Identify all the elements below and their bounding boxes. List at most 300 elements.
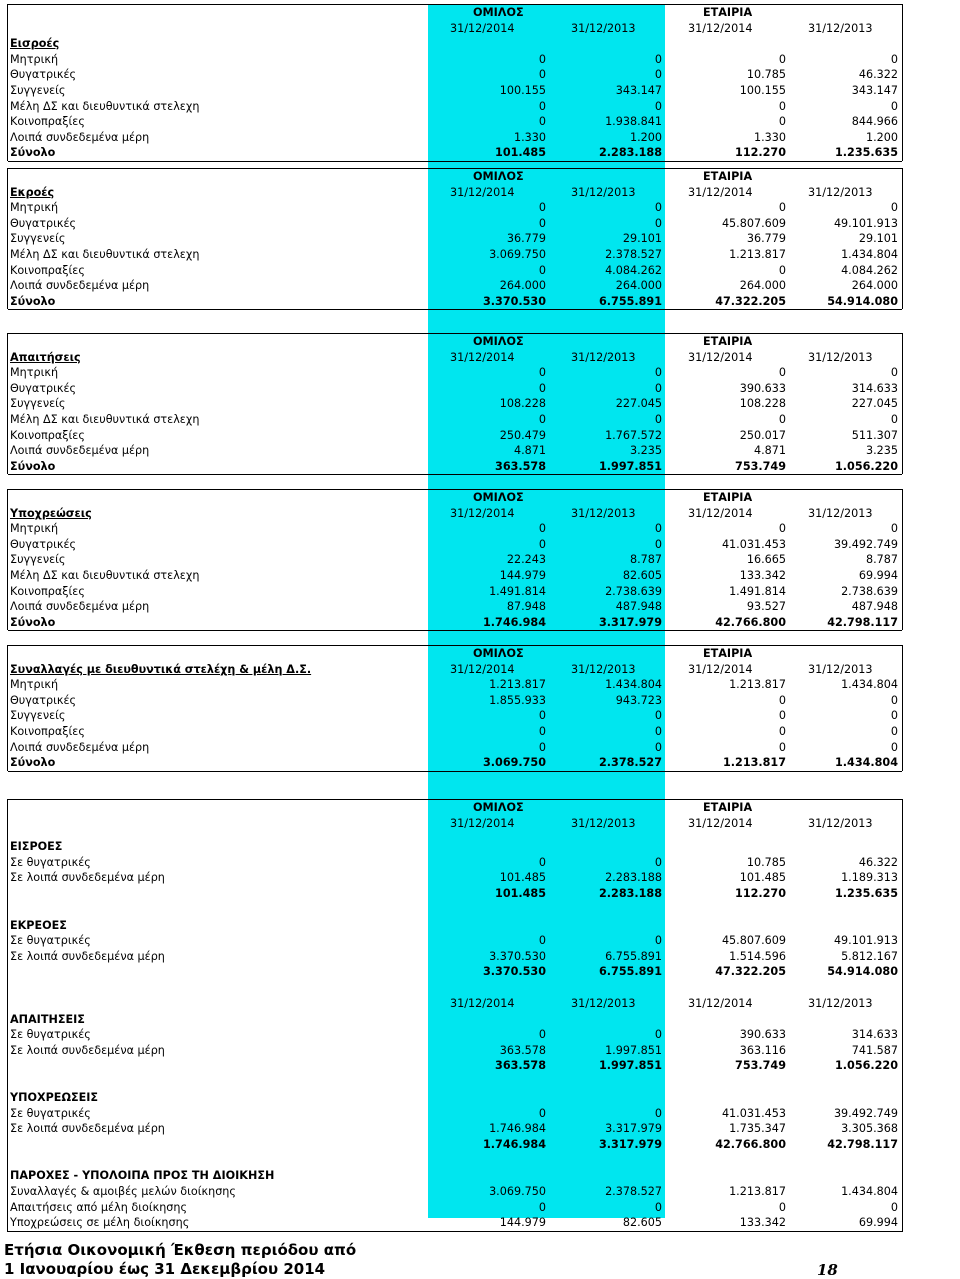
row-label: Σε λοιπά συνδεδεμένα μέρη xyxy=(10,1043,165,1057)
cell-value: 0 xyxy=(538,263,546,277)
cell-value: 1.213.817 xyxy=(489,678,546,692)
row-label: Υποχρεώσεις σε μέλη διοίκησης xyxy=(10,1216,190,1230)
cell-value: 0 xyxy=(538,934,546,948)
cell-value: 2.738.639 xyxy=(605,584,662,598)
cell-value: 0 xyxy=(654,366,662,380)
cell-value: 0 xyxy=(654,855,662,869)
cell-value: 0 xyxy=(538,709,546,723)
cell-value: 3.069.750 xyxy=(483,756,546,770)
row-label: Σε θυγατρικές xyxy=(10,1028,91,1042)
cell-value: 0 xyxy=(538,740,546,754)
cell-value: 4.871 xyxy=(753,444,786,458)
cell-value: 0 xyxy=(654,725,662,738)
table-row xyxy=(8,693,902,709)
table-row xyxy=(8,1027,902,1043)
cell-value: 1.213.817 xyxy=(723,756,786,770)
table-row xyxy=(8,1043,902,1059)
cell-value: 0 xyxy=(654,1028,662,1042)
cell-value: 0 xyxy=(890,709,898,723)
cell-value: 1.767.572 xyxy=(605,428,662,442)
company-label: ΕΤΑΙΡΙΑ xyxy=(703,647,753,660)
cell-value: 363.578 xyxy=(495,459,546,473)
cell-value: 100.155 xyxy=(739,84,786,97)
cell-value: 0 xyxy=(538,216,546,230)
row-label: Κοινοπραξίες xyxy=(10,428,85,442)
cell-value: 1.434.804 xyxy=(841,678,898,692)
cell-value: 753.749 xyxy=(735,1059,786,1073)
date-label: 31/12/2013 xyxy=(808,350,873,364)
cell-value: 3.370.530 xyxy=(483,294,546,308)
section-2 xyxy=(7,168,903,309)
cell-value: 0 xyxy=(778,740,786,754)
cell-value: 2.283.188 xyxy=(599,146,662,160)
table-row xyxy=(8,67,902,83)
table-row xyxy=(8,724,902,740)
cell-value: 0 xyxy=(654,1200,662,1214)
cell-value: 0 xyxy=(538,115,546,129)
row-label: Απαιτήσεις από μέλη διοίκησης xyxy=(10,1200,188,1214)
row-label: Λοιπά συνδεδεμένα μέρη xyxy=(10,444,150,458)
cell-value: 49.101.913 xyxy=(833,934,898,948)
cell-value: 1.855.933 xyxy=(489,693,546,707)
row-label: ΕΙΣΡΟΕΣ xyxy=(10,840,63,854)
cell-value: 101.485 xyxy=(739,871,786,885)
cell-value: 0 xyxy=(538,1200,546,1214)
cell-value: 3.235 xyxy=(865,444,898,458)
table-row xyxy=(8,933,902,949)
cell-value: 1.235.635 xyxy=(835,146,898,160)
cell-value: 363.578 xyxy=(499,1043,546,1057)
date-label: 31/12/2013 xyxy=(808,185,873,199)
table-row xyxy=(8,428,902,444)
cell-value: 133.342 xyxy=(739,1216,786,1230)
cell-value: 42.798.117 xyxy=(827,615,898,629)
cell-value: 1.189.313 xyxy=(841,871,898,885)
cell-value: 1.746.984 xyxy=(483,1137,546,1151)
cell-value: 133.342 xyxy=(739,569,786,582)
cell-value: 3.069.750 xyxy=(489,248,546,261)
table-row xyxy=(8,584,902,600)
date-label: 31/12/2014 xyxy=(688,350,753,364)
cell-value: 390.633 xyxy=(739,1028,786,1042)
cell-value: 1.434.804 xyxy=(835,756,898,770)
group-label: ΟΜΙΛΟΣ xyxy=(473,170,524,183)
table-row xyxy=(8,200,902,216)
cell-value: 363.578 xyxy=(495,1059,546,1073)
date-label: 31/12/2013 xyxy=(571,21,636,35)
cell-value: 1.330 xyxy=(513,130,546,144)
date-label: 31/12/2013 xyxy=(808,21,873,35)
cell-value: 10.785 xyxy=(746,68,786,82)
cell-value: 0 xyxy=(654,934,662,948)
date-label: 31/12/2014 xyxy=(688,21,753,35)
cell-value: 93.527 xyxy=(746,600,786,614)
cell-value: 1.938.841 xyxy=(605,115,662,129)
row-label: Σύνολο xyxy=(10,615,56,629)
date-header-row xyxy=(8,816,902,832)
cell-value: 1.997.851 xyxy=(599,1059,662,1073)
cell-value: 10.785 xyxy=(746,855,786,869)
cell-value: 487.948 xyxy=(615,600,662,614)
cell-value: 108.228 xyxy=(499,397,546,411)
cell-value: 1.235.635 xyxy=(835,887,898,900)
cell-value: 4.084.262 xyxy=(605,263,662,277)
date-label: 31/12/2014 xyxy=(688,997,753,1010)
date-label: 31/12/2013 xyxy=(571,185,636,199)
table-row xyxy=(8,949,902,965)
cell-value: 1.746.984 xyxy=(489,1122,546,1136)
date-header-row xyxy=(8,662,902,678)
date-label: 31/12/2013 xyxy=(571,350,636,364)
table-row xyxy=(8,381,902,397)
company-label: ΕΤΑΙΡΙΑ xyxy=(703,801,753,814)
summary-section xyxy=(7,799,903,1232)
cell-value: 753.749 xyxy=(735,459,786,473)
date-label: 31/12/2014 xyxy=(688,662,753,676)
cell-value: 101.485 xyxy=(495,887,546,900)
cell-value: 0 xyxy=(654,709,662,723)
group-header-row xyxy=(8,334,902,350)
cell-value: 0 xyxy=(778,709,786,723)
cell-value: 0 xyxy=(654,52,662,66)
cell-value: 250.479 xyxy=(499,428,546,442)
cell-value: 0 xyxy=(538,99,546,113)
cell-value: 0 xyxy=(778,413,786,426)
row-label: Σε λοιπά συνδεδεμένα μέρη xyxy=(10,949,165,963)
group-header-row xyxy=(8,646,902,662)
cell-value: 82.605 xyxy=(622,1216,662,1230)
table-row xyxy=(8,1121,902,1137)
cell-value: 1.213.817 xyxy=(729,678,786,692)
table-row xyxy=(8,886,902,902)
table-row xyxy=(8,740,902,756)
cell-value: 0 xyxy=(538,522,546,536)
cell-value: 3.370.530 xyxy=(489,949,546,963)
section-title: Απαιτήσεις xyxy=(10,350,81,364)
row-label: Μέλη ΔΣ και διευθυντικά στελεχη xyxy=(10,248,200,261)
row-label: Σύνολο xyxy=(10,756,56,770)
table-row xyxy=(8,918,902,934)
cell-value: 1.735.347 xyxy=(729,1122,786,1136)
cell-value: 16.665 xyxy=(746,553,786,567)
group-header-row xyxy=(8,800,902,816)
table-row xyxy=(8,1200,902,1216)
cell-value: 0 xyxy=(890,366,898,380)
row-label: Μητρική xyxy=(10,678,59,692)
cell-value: 0 xyxy=(778,522,786,536)
date-header-row xyxy=(8,185,902,201)
cell-value: 69.994 xyxy=(858,569,898,582)
cell-value: 2.283.188 xyxy=(599,887,662,900)
cell-value: 46.322 xyxy=(858,855,898,869)
table-row xyxy=(8,615,902,632)
row-label: Συγγενείς xyxy=(10,397,66,411)
cell-value: 47.322.205 xyxy=(715,294,786,308)
date-label: 31/12/2014 xyxy=(688,185,753,199)
row-label: Σε λοιπά συνδεδεμένα μέρη xyxy=(10,871,165,885)
cell-value: 82.605 xyxy=(622,569,662,582)
date-header-row xyxy=(8,506,902,522)
table-row xyxy=(8,443,902,459)
date-label: 31/12/2014 xyxy=(450,816,515,830)
cell-value: 0 xyxy=(538,1106,546,1120)
cell-value: 36.779 xyxy=(506,232,546,246)
cell-value: 264.000 xyxy=(499,279,546,293)
cell-value: 0 xyxy=(538,201,546,215)
cell-value: 42.766.800 xyxy=(715,1137,786,1151)
row-label: Θυγατρικές xyxy=(10,537,77,551)
cell-value: 8.787 xyxy=(629,553,662,567)
table-row xyxy=(8,552,902,568)
cell-value: 0 xyxy=(778,52,786,66)
cell-value: 1.330 xyxy=(753,130,786,144)
cell-value: 363.116 xyxy=(739,1043,786,1057)
table-row xyxy=(8,263,902,279)
cell-value: 8.787 xyxy=(865,553,898,567)
cell-value: 844.966 xyxy=(851,115,898,129)
group-label: ΟΜΙΛΟΣ xyxy=(473,491,524,504)
cell-value: 1.491.814 xyxy=(489,584,546,598)
cell-value: 0 xyxy=(890,740,898,754)
cell-value: 1.056.220 xyxy=(835,1059,898,1073)
cell-value: 0 xyxy=(778,725,786,738)
row-label: Λοιπά συνδεδεμένα μέρη xyxy=(10,279,150,293)
date-label: 31/12/2014 xyxy=(450,185,515,199)
table-row xyxy=(8,599,902,615)
cell-value: 29.101 xyxy=(858,232,898,246)
cell-value: 2.378.527 xyxy=(599,756,662,770)
row-label: Σε θυγατρικές xyxy=(10,1106,91,1120)
cell-value: 144.979 xyxy=(499,1216,546,1230)
row-label: ΕΚΡΕΟΕΣ xyxy=(10,918,67,932)
table-row xyxy=(8,231,902,247)
cell-value: 4.084.262 xyxy=(841,263,898,277)
row-label: Σύνολο xyxy=(10,459,56,473)
date-label: 31/12/2013 xyxy=(808,506,873,520)
cell-value: 264.000 xyxy=(615,279,662,293)
cell-value: 0 xyxy=(890,522,898,536)
cell-value: 108.228 xyxy=(739,397,786,411)
table-row xyxy=(8,1090,902,1106)
date-label: 31/12/2014 xyxy=(688,506,753,520)
cell-value: 1.434.804 xyxy=(841,1185,898,1198)
row-label: Συγγενείς xyxy=(10,84,66,97)
row-label: Κοινοπραξίες xyxy=(10,725,85,738)
table-row xyxy=(8,870,902,886)
cell-value: 314.633 xyxy=(851,1028,898,1042)
table-row xyxy=(8,1106,902,1122)
cell-value: 49.101.913 xyxy=(833,216,898,230)
table-row xyxy=(8,52,902,68)
table-row xyxy=(8,396,902,412)
row-label: Θυγατρικές xyxy=(10,68,77,82)
cell-value: 250.017 xyxy=(739,428,786,442)
cell-value: 39.492.749 xyxy=(833,537,898,551)
section-title: Συναλλαγές με διευθυντικά στελέχη & μέλη Δ.Σ. xyxy=(10,662,312,676)
cell-value: 0 xyxy=(538,366,546,380)
group-label: ΟΜΙΛΟΣ xyxy=(473,6,524,19)
cell-value: 101.485 xyxy=(495,146,546,160)
row-label: Θυγατρικές xyxy=(10,381,77,395)
table-row xyxy=(8,294,902,311)
cell-value: 6.755.891 xyxy=(599,965,662,979)
cell-value: 2.378.527 xyxy=(605,248,662,261)
cell-value: 227.045 xyxy=(615,397,662,411)
date-label: 31/12/2013 xyxy=(571,816,636,830)
table-row xyxy=(8,964,902,980)
company-label: ΕΤΑΙΡΙΑ xyxy=(703,335,753,348)
cell-value: 3.317.979 xyxy=(599,1137,662,1151)
date-label: 31/12/2013 xyxy=(808,997,873,1010)
table-row xyxy=(8,216,902,232)
table-row xyxy=(8,521,902,537)
footer-line-1: Ετήσια Οικονομική Έκθεση περιόδου από xyxy=(4,1241,357,1259)
cell-value: 0 xyxy=(654,522,662,536)
cell-value: 2.738.639 xyxy=(841,584,898,598)
cell-value: 54.914.080 xyxy=(827,294,898,308)
cell-value: 0 xyxy=(538,68,546,82)
cell-value: 0 xyxy=(654,413,662,426)
cell-value: 45.807.609 xyxy=(721,216,786,230)
cell-value: 0 xyxy=(654,740,662,754)
cell-value: 3.069.750 xyxy=(489,1185,546,1198)
group-header-row xyxy=(8,490,902,506)
section-title: Υποχρεώσεις xyxy=(10,506,92,520)
cell-value: 101.485 xyxy=(499,871,546,885)
cell-value: 0 xyxy=(654,99,662,113)
cell-value: 0 xyxy=(654,68,662,82)
table-row xyxy=(8,83,902,99)
cell-value: 0 xyxy=(778,201,786,215)
date-header-row xyxy=(8,996,902,1012)
table-row xyxy=(8,1184,902,1200)
cell-value: 0 xyxy=(778,99,786,113)
date-label: 31/12/2014 xyxy=(450,506,515,520)
table-row xyxy=(8,130,902,146)
company-label: ΕΤΑΙΡΙΑ xyxy=(703,6,753,19)
cell-value: 0 xyxy=(890,1200,898,1214)
cell-value: 3.317.979 xyxy=(599,615,662,629)
cell-value: 1.213.817 xyxy=(729,248,786,261)
row-label: Μητρική xyxy=(10,522,59,536)
cell-value: 42.798.117 xyxy=(827,1137,898,1151)
cell-value: 0 xyxy=(538,855,546,869)
cell-value: 3.370.530 xyxy=(483,965,546,979)
cell-value: 6.755.891 xyxy=(605,949,662,963)
cell-value: 0 xyxy=(778,115,786,129)
cell-value: 264.000 xyxy=(739,279,786,293)
section-1 xyxy=(7,4,903,161)
row-label: Σε θυγατρικές xyxy=(10,855,91,869)
cell-value: 1.997.851 xyxy=(605,1043,662,1057)
cell-value: 0 xyxy=(538,537,546,551)
cell-value: 1.997.851 xyxy=(599,459,662,473)
cell-value: 511.307 xyxy=(851,428,898,442)
row-label: Μέλη ΔΣ και διευθυντικά στελεχη xyxy=(10,99,200,113)
cell-value: 0 xyxy=(538,725,546,738)
cell-value: 69.994 xyxy=(858,1216,898,1230)
table-row xyxy=(8,755,902,772)
table-row xyxy=(8,278,902,294)
cell-value: 0 xyxy=(654,216,662,230)
row-label: Λοιπά συνδεδεμένα μέρη xyxy=(10,130,150,144)
table-row xyxy=(8,1137,902,1153)
row-label: Λοιπά συνδεδεμένα μέρη xyxy=(10,600,150,614)
date-label: 31/12/2014 xyxy=(450,662,515,676)
cell-value: 390.633 xyxy=(739,381,786,395)
cell-value: 0 xyxy=(890,99,898,113)
table-row xyxy=(8,459,902,476)
row-label: Συγγενείς xyxy=(10,232,66,246)
row-label: Συγγενείς xyxy=(10,553,66,567)
cell-value: 87.948 xyxy=(506,600,546,614)
group-label: ΟΜΙΛΟΣ xyxy=(473,801,524,814)
cell-value: 100.155 xyxy=(499,84,546,97)
company-label: ΕΤΑΙΡΙΑ xyxy=(703,170,753,183)
row-label: Συναλλαγές & αμοιβές μελών διοίκησης xyxy=(10,1185,236,1198)
cell-value: 0 xyxy=(778,366,786,380)
date-label: 31/12/2014 xyxy=(450,21,515,35)
cell-value: 22.243 xyxy=(506,553,546,567)
cell-value: 0 xyxy=(778,1200,786,1214)
row-label: Κοινοπραξίες xyxy=(10,263,85,277)
date-label: 31/12/2013 xyxy=(808,662,873,676)
cell-value: 343.147 xyxy=(615,84,662,97)
cell-value: 0 xyxy=(654,201,662,215)
section-title: Εκροές xyxy=(10,185,55,199)
cell-value: 0 xyxy=(778,263,786,277)
row-label: Θυγατρικές xyxy=(10,693,77,707)
cell-value: 0 xyxy=(538,1028,546,1042)
table-row xyxy=(8,677,902,693)
table-row xyxy=(8,1215,902,1231)
cell-value: 227.045 xyxy=(851,397,898,411)
section-4 xyxy=(7,489,903,630)
group-header-row xyxy=(8,169,902,185)
cell-value: 0 xyxy=(890,413,898,426)
row-label: Κοινοπραξίες xyxy=(10,584,85,598)
cell-value: 487.948 xyxy=(851,600,898,614)
cell-value: 1.514.596 xyxy=(729,949,786,963)
cell-value: 0 xyxy=(890,725,898,738)
row-label: Μέλη ΔΣ και διευθυντικά στελεχη xyxy=(10,569,200,582)
table-row xyxy=(8,1168,902,1184)
group-header-row xyxy=(8,5,902,21)
cell-value: 144.979 xyxy=(499,569,546,582)
table-row xyxy=(8,1058,902,1074)
row-label: Λοιπά συνδεδεμένα μέρη xyxy=(10,740,150,754)
cell-value: 1.200 xyxy=(865,130,898,144)
cell-value: 2.378.527 xyxy=(605,1185,662,1198)
cell-value: 343.147 xyxy=(851,84,898,97)
cell-value: 1.056.220 xyxy=(835,459,898,473)
cell-value: 0 xyxy=(538,381,546,395)
cell-value: 54.914.080 xyxy=(827,965,898,979)
company-label: ΕΤΑΙΡΙΑ xyxy=(703,491,753,504)
cell-value: 46.322 xyxy=(858,68,898,82)
row-label: Συγγενείς xyxy=(10,709,66,723)
date-label: 31/12/2013 xyxy=(571,662,636,676)
cell-value: 1.200 xyxy=(629,130,662,144)
cell-value: 3.235 xyxy=(629,444,662,458)
date-label: 31/12/2014 xyxy=(450,350,515,364)
cell-value: 41.031.453 xyxy=(721,537,786,551)
row-label: Εισροές xyxy=(10,37,60,51)
table-row xyxy=(8,114,902,130)
cell-value: 1.213.817 xyxy=(729,1185,786,1198)
row-label: Μέλη ΔΣ και διευθυντικά στελεχη xyxy=(10,413,200,426)
row-label: ΥΠΟΧΡΕΩΣΕΙΣ xyxy=(10,1091,99,1104)
